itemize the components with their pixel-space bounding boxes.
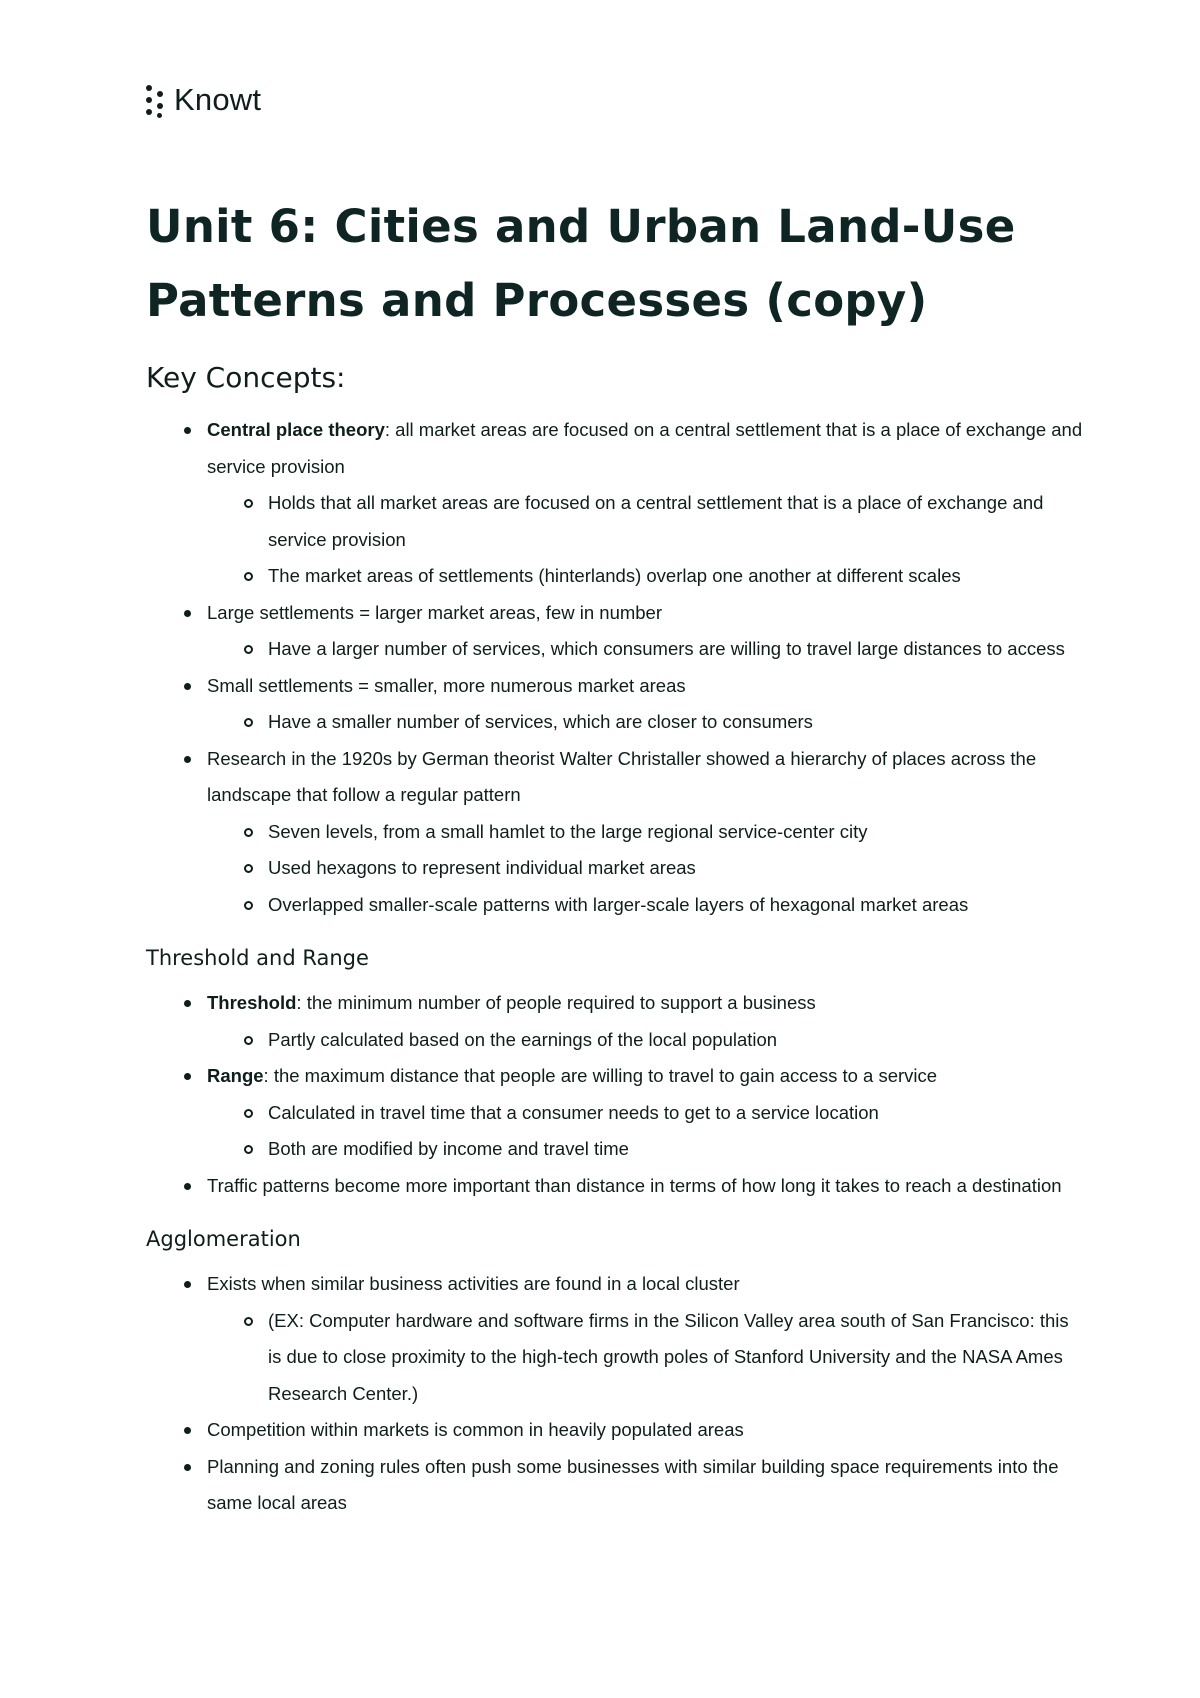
term: Range xyxy=(207,1065,264,1086)
list-item: Small settlements = smaller, more numerous market areas xyxy=(146,668,1086,705)
list-item: (EX: Computer hardware and software firms in the Silicon Valley area south of San Francisco: this is due to close proximity to the high-tech growth poles of Stanford University and the NASA Ames Research Center.) xyxy=(146,1303,1086,1413)
list-item: Partly calculated based on the earnings of the local population xyxy=(146,1022,1086,1059)
list-item: Overlapped smaller-scale patterns with larger-scale layers of hexagonal market areas xyxy=(146,887,1086,924)
list-item: Holds that all market areas are focused on a central settlement that is a place of exchange and service provision xyxy=(146,485,1086,558)
list-item: Calculated in travel time that a consumer needs to get to a service location xyxy=(146,1095,1086,1132)
list-item: Competition within markets is common in heavily populated areas xyxy=(146,1412,1086,1449)
list-item: Traffic patterns become more important than distance in terms of how long it takes to reach a destination xyxy=(146,1168,1086,1205)
key-concepts-list xyxy=(146,412,1086,923)
list-item: Central place theory: all market areas are focused on a central settlement that is a place of exchange and service provision xyxy=(146,412,1086,485)
term: Central place theory xyxy=(207,419,385,440)
list-item: Seven levels, from a small hamlet to the large regional service-center city xyxy=(146,814,1086,851)
list-item: Threshold: the minimum number of people required to support a business xyxy=(146,985,1086,1022)
section-heading-agglomeration: Agglomeration xyxy=(146,1227,301,1251)
term: Threshold xyxy=(207,992,297,1013)
page-title: Unit 6: Cities and Urban Land-Use Patterns and Processes (copy) xyxy=(146,200,1016,327)
agglomeration-list xyxy=(146,1266,1086,1522)
list-item: Large settlements = larger market areas, few in number xyxy=(146,595,1086,632)
list-item: Exists when similar business activities are found in a local cluster xyxy=(146,1266,1086,1303)
knowt-logo xyxy=(146,82,261,118)
section-heading-key-concepts: Key Concepts: xyxy=(146,361,346,394)
knowt-logo-icon xyxy=(146,83,166,117)
section-heading-threshold-range: Threshold and Range xyxy=(146,946,369,970)
list-item: Planning and zoning rules often push some businesses with similar building space requirements into the same local areas xyxy=(146,1449,1086,1522)
list-item: Range: the maximum distance that people are willing to travel to gain access to a service xyxy=(146,1058,1086,1095)
list-item: Research in the 1920s by German theorist Walter Christaller showed a hierarchy of places across the landscape that follow a regular pattern xyxy=(146,741,1086,814)
list-item: Have a smaller number of services, which are closer to consumers xyxy=(146,704,1086,741)
list-item: Both are modified by income and travel time xyxy=(146,1131,1086,1168)
list-item: The market areas of settlements (hinterlands) overlap one another at different scales xyxy=(146,558,1086,595)
list-item: Have a larger number of services, which consumers are willing to travel large distances to access xyxy=(146,631,1086,668)
threshold-range-list xyxy=(146,985,1086,1204)
list-item: Used hexagons to represent individual market areas xyxy=(146,850,1086,887)
brand-name: Knowt xyxy=(174,82,262,117)
document-content xyxy=(146,190,1086,1522)
